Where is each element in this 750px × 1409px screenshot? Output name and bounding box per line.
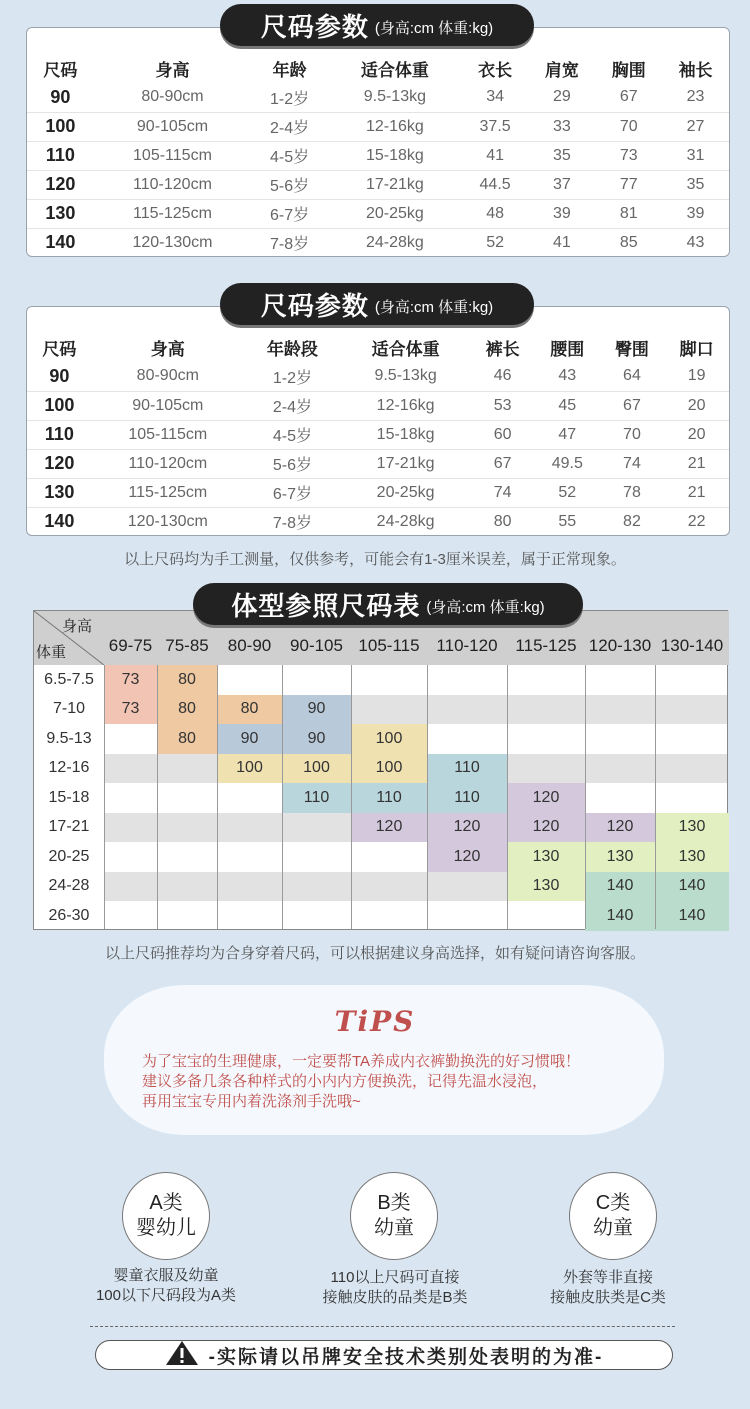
grid-column-line bbox=[282, 665, 283, 929]
top_table-header-cell: 肩宽 bbox=[544, 61, 579, 80]
value-cell: 9.5-13kg bbox=[328, 83, 462, 112]
grid-column-line bbox=[427, 665, 428, 929]
value-cell: 78 bbox=[600, 478, 665, 507]
value-cell: 60 bbox=[470, 420, 535, 449]
category-a-desc bbox=[66, 1266, 266, 1306]
height-header: 90-105 bbox=[290, 636, 343, 655]
tips-title: TiPS bbox=[334, 1005, 416, 1038]
value-cell: 90-105cm bbox=[92, 391, 244, 420]
value-cell: 24-28kg bbox=[376, 512, 435, 530]
reference-title-sub: (身高:cm 体重:kg) bbox=[426, 598, 545, 616]
value-cell: 33 bbox=[529, 112, 596, 141]
value-cell: 55 bbox=[558, 512, 577, 530]
category-c-desc bbox=[508, 1268, 708, 1308]
height-header: 115-125 bbox=[515, 636, 577, 655]
value-cell: 74 bbox=[470, 478, 535, 507]
top_table-header-cell: 衣长 bbox=[478, 61, 513, 80]
divider-dashed bbox=[90, 1326, 675, 1327]
height-header: 75-85 bbox=[165, 636, 209, 655]
value-cell: 46 bbox=[470, 362, 535, 391]
reference-title-main: 体型参照尺码表 bbox=[231, 590, 421, 621]
top-size-panel bbox=[26, 27, 730, 257]
category-a-desc-2: 100以下尺码段为A类 bbox=[95, 1287, 237, 1304]
grid-column-line bbox=[351, 665, 352, 929]
value-cell: 7-8岁 bbox=[272, 515, 312, 533]
value-cell: 2-4岁 bbox=[244, 391, 341, 420]
bottom_table-header-cell: 尺码 bbox=[42, 340, 77, 359]
size-cell: 73 bbox=[104, 695, 157, 725]
top-title-sub: (身高:cm 体重:kg) bbox=[374, 19, 494, 37]
weight-label: 12-16 bbox=[48, 759, 90, 777]
weight-label: 20-25 bbox=[48, 847, 90, 865]
size-cell: 80 bbox=[217, 695, 282, 725]
value-cell: 41 bbox=[553, 233, 571, 251]
bottom-size-table bbox=[27, 333, 729, 536]
tips-line-2: 建议多备几条各种样式的小内内方便换洗，记得先温水浸泡， bbox=[142, 1073, 548, 1090]
bottom-title-main: 尺码参数 bbox=[260, 290, 369, 321]
value-cell: 12-16kg bbox=[341, 391, 470, 420]
top_table-header-cell: 年龄 bbox=[272, 61, 307, 80]
top_table-header-cell: 尺码 bbox=[43, 61, 78, 80]
tips-line-3: 再用宝宝专用内着洗涤剂手洗哦~ bbox=[142, 1093, 361, 1110]
value-cell: 120-130cm bbox=[127, 512, 208, 530]
value-cell: 12-16kg bbox=[328, 112, 462, 141]
size-cell: 110 bbox=[27, 420, 92, 449]
size-cell: 120 bbox=[507, 783, 585, 813]
value-cell: 64 bbox=[600, 362, 665, 391]
table-row bbox=[27, 228, 729, 257]
value-cell: 85 bbox=[619, 233, 638, 251]
reference-title bbox=[193, 583, 583, 625]
value-cell: 21 bbox=[664, 449, 729, 478]
value-cell: 1-2岁 bbox=[244, 362, 341, 391]
value-cell: 67 bbox=[595, 83, 662, 112]
value-cell: 35 bbox=[529, 141, 596, 170]
grid-column-line bbox=[655, 665, 656, 929]
value-cell: 27 bbox=[662, 112, 729, 141]
value-cell: 24-28kg bbox=[365, 233, 424, 251]
grid-column-line bbox=[104, 665, 105, 929]
value-cell: 15-18kg bbox=[341, 420, 470, 449]
category-b-desc-2: 接触皮肤的品类是B类 bbox=[322, 1289, 468, 1306]
value-cell: 77 bbox=[595, 170, 662, 199]
size-cell: 120 bbox=[27, 170, 94, 199]
corner-height-label: 身高 bbox=[62, 618, 93, 635]
bottom_table-header-cell: 腰围 bbox=[550, 340, 585, 359]
value-cell: 15-18kg bbox=[328, 141, 462, 170]
table-row bbox=[27, 362, 729, 391]
table-row bbox=[27, 141, 729, 170]
size-cell: 130 bbox=[27, 199, 94, 228]
size-cell: 140 bbox=[655, 901, 729, 931]
value-cell: 110-120cm bbox=[92, 449, 244, 478]
size-cell: 120 bbox=[507, 813, 585, 843]
category-c-desc-1: 外套等非直接 bbox=[562, 1269, 653, 1286]
size-cell: 110 bbox=[427, 783, 507, 813]
value-cell: 4-5岁 bbox=[251, 141, 328, 170]
value-cell: 82 bbox=[623, 512, 641, 530]
value-cell: 49.5 bbox=[535, 449, 600, 478]
size-cell: 80 bbox=[157, 665, 217, 695]
value-cell: 52 bbox=[486, 233, 504, 251]
bottom_table-header-cell: 臀围 bbox=[614, 340, 649, 359]
size-cell: 120 bbox=[585, 813, 655, 843]
value-cell: 1-2岁 bbox=[251, 83, 328, 112]
top-title-main: 尺码参数 bbox=[260, 11, 369, 42]
size-cell: 110 bbox=[427, 754, 507, 784]
value-cell: 80-90cm bbox=[94, 83, 251, 112]
height-header: 69-75 bbox=[108, 636, 153, 655]
size-cell: 90 bbox=[282, 695, 351, 725]
value-cell: 120-130cm bbox=[132, 233, 213, 251]
category-c-name: C类 bbox=[595, 1192, 631, 1214]
bottom-title-sub: (身高:cm 体重:kg) bbox=[374, 298, 494, 316]
value-cell: 110-120cm bbox=[94, 170, 251, 199]
value-cell: 21 bbox=[664, 478, 729, 507]
size-cell: 73 bbox=[104, 665, 157, 695]
category-c-desc-2: 接触皮肤类是C类 bbox=[550, 1289, 666, 1306]
category-b-desc-1: 110以上尺码可直接 bbox=[330, 1269, 460, 1286]
size-cell: 120 bbox=[351, 813, 427, 843]
value-cell: 29 bbox=[529, 83, 596, 112]
bottom_table-header-cell: 适合体重 bbox=[371, 340, 440, 359]
tips-line-1: 为了宝宝的生理健康，一定要帮TA养成内衣裤勤换洗的好习惯哦！ bbox=[142, 1053, 581, 1070]
size-cell: 90 bbox=[217, 724, 282, 754]
size-cell: 120 bbox=[427, 813, 507, 843]
size-cell: 110 bbox=[282, 783, 351, 813]
bottom-size-panel bbox=[26, 306, 730, 536]
value-cell: 47 bbox=[535, 420, 600, 449]
value-cell: 2-4岁 bbox=[251, 112, 328, 141]
size-cell: 110 bbox=[27, 141, 94, 170]
value-cell: 70 bbox=[595, 112, 662, 141]
value-cell: 20 bbox=[664, 391, 729, 420]
value-cell: 9.5-13kg bbox=[341, 362, 470, 391]
size-cell: 140 bbox=[585, 872, 655, 902]
value-cell: 67 bbox=[600, 391, 665, 420]
table-row bbox=[27, 83, 729, 112]
value-cell: 6-7岁 bbox=[244, 478, 341, 507]
table-row bbox=[27, 391, 729, 420]
size-cell: 90 bbox=[27, 362, 92, 391]
size-cell: 140 bbox=[44, 511, 75, 532]
value-cell: 44.5 bbox=[462, 170, 529, 199]
top-size-table bbox=[27, 54, 729, 257]
size-cell: 110 bbox=[351, 783, 427, 813]
category-a-sub: 婴幼儿 bbox=[136, 1217, 196, 1239]
category-c-sub: 幼童 bbox=[593, 1217, 633, 1239]
value-cell: 115-125cm bbox=[92, 478, 244, 507]
category-a-name: A类 bbox=[149, 1192, 183, 1214]
value-cell: 90-105cm bbox=[94, 112, 251, 141]
size-cell: 140 bbox=[585, 901, 655, 931]
value-cell: 17-21kg bbox=[341, 449, 470, 478]
table-row bbox=[27, 170, 729, 199]
value-cell: 7-8岁 bbox=[270, 236, 310, 254]
value-cell: 105-115cm bbox=[92, 420, 244, 449]
size-cell: 80 bbox=[157, 695, 217, 725]
bottom_table-header-cell: 裤长 bbox=[485, 340, 520, 359]
value-cell: 17-21kg bbox=[328, 170, 462, 199]
grid-column-line bbox=[507, 665, 508, 929]
bottom_table-header-cell: 身高 bbox=[150, 340, 185, 359]
size-cell: 120 bbox=[27, 449, 92, 478]
value-cell: 4-5岁 bbox=[244, 420, 341, 449]
value-cell: 81 bbox=[595, 199, 662, 228]
value-cell: 34 bbox=[462, 83, 529, 112]
height-header: 120-130 bbox=[588, 636, 652, 655]
category-b-name: B类 bbox=[377, 1192, 411, 1214]
value-cell: 37 bbox=[529, 170, 596, 199]
category-c-circle bbox=[569, 1172, 657, 1260]
size-cell: 90 bbox=[27, 83, 94, 112]
value-cell: 20-25kg bbox=[328, 199, 462, 228]
size-cell: 130 bbox=[655, 842, 729, 872]
weight-label: 9.5-13 bbox=[46, 729, 92, 747]
top-table-title bbox=[220, 4, 534, 46]
size-cell: 100 bbox=[351, 724, 427, 754]
bottom_table-header-cell: 年龄段 bbox=[266, 340, 318, 359]
size-cell: 80 bbox=[157, 724, 217, 754]
measure-note: 以上尺码均为手工测量，仅供参考，可能会有1-3厘米误差，属于正常现象。 bbox=[124, 551, 626, 568]
warning-text: -实际请以吊牌安全技术类别处表明的为准- bbox=[208, 1346, 604, 1368]
corner-weight-label: 体重 bbox=[36, 644, 67, 661]
size-cell: 130 bbox=[507, 872, 585, 902]
weight-label: 15-18 bbox=[48, 788, 90, 806]
value-cell: 80 bbox=[493, 512, 512, 530]
value-cell: 41 bbox=[462, 141, 529, 170]
value-cell: 23 bbox=[662, 83, 729, 112]
value-cell: 70 bbox=[600, 420, 665, 449]
size-cell: 140 bbox=[45, 232, 76, 253]
value-cell: 6-7岁 bbox=[251, 199, 328, 228]
top_table-header-cell: 身高 bbox=[155, 61, 190, 80]
value-cell: 20 bbox=[664, 420, 729, 449]
top_table-header-cell: 袖长 bbox=[678, 61, 713, 80]
value-cell: 74 bbox=[600, 449, 665, 478]
grid-column-line bbox=[217, 665, 218, 929]
bottom-table-title bbox=[220, 283, 534, 325]
value-cell: 67 bbox=[470, 449, 535, 478]
value-cell: 37.5 bbox=[462, 112, 529, 141]
value-cell: 22 bbox=[687, 512, 706, 530]
category-b-desc bbox=[295, 1268, 495, 1308]
table-row bbox=[27, 420, 729, 449]
table-row bbox=[27, 478, 729, 507]
size-cell: 90 bbox=[282, 724, 351, 754]
top_table-header-cell: 适合体重 bbox=[360, 61, 429, 80]
grid-column-line bbox=[157, 665, 158, 929]
value-cell: 19 bbox=[664, 362, 729, 391]
size-cell: 100 bbox=[282, 754, 351, 784]
value-cell: 53 bbox=[470, 391, 535, 420]
weight-label: 24-28 bbox=[48, 877, 90, 895]
warning-triangle-icon bbox=[165, 1340, 199, 1371]
weight-label: 26-30 bbox=[48, 906, 90, 924]
value-cell: 39 bbox=[662, 199, 729, 228]
table-row bbox=[27, 199, 729, 228]
value-cell: 5-6岁 bbox=[244, 449, 341, 478]
height-header: 105-115 bbox=[358, 636, 420, 655]
weight-label: 6.5-7.5 bbox=[44, 670, 94, 688]
value-cell: 31 bbox=[662, 141, 729, 170]
value-cell: 45 bbox=[535, 391, 600, 420]
value-cell: 39 bbox=[529, 199, 596, 228]
size-cell: 130 bbox=[585, 842, 655, 872]
bottom_table-header-row bbox=[27, 333, 729, 362]
value-cell: 35 bbox=[662, 170, 729, 199]
value-cell: 43 bbox=[686, 233, 705, 251]
size-cell: 120 bbox=[427, 842, 507, 872]
size-cell: 140 bbox=[655, 872, 729, 902]
value-cell: 73 bbox=[595, 141, 662, 170]
size-cell: 100 bbox=[27, 391, 92, 420]
warning-bar bbox=[95, 1340, 673, 1370]
size-cell: 100 bbox=[27, 112, 94, 141]
table-row bbox=[27, 507, 729, 536]
bottom_table-header-cell: 脚口 bbox=[679, 340, 714, 359]
value-cell: 48 bbox=[462, 199, 529, 228]
table-row bbox=[27, 449, 729, 478]
category-b-circle bbox=[350, 1172, 438, 1260]
value-cell: 5-6岁 bbox=[251, 170, 328, 199]
top_table-header-cell: 胸围 bbox=[611, 61, 646, 80]
size-cell: 100 bbox=[351, 754, 427, 784]
height-header: 80-90 bbox=[227, 636, 272, 655]
value-cell: 105-115cm bbox=[94, 141, 251, 170]
size-cell: 130 bbox=[27, 478, 92, 507]
recommend-note: 以上尺码推荐均为合身穿着尺码，可以根据建议身高选择，如有疑问请咨询客服。 bbox=[104, 945, 645, 962]
weight-label: 17-21 bbox=[48, 818, 90, 836]
size-cell: 130 bbox=[655, 813, 729, 843]
category-b-sub: 幼童 bbox=[374, 1217, 414, 1239]
value-cell: 115-125cm bbox=[94, 199, 251, 228]
weight-label: 7-10 bbox=[52, 700, 86, 718]
table-row bbox=[27, 112, 729, 141]
height-header: 130-140 bbox=[660, 636, 724, 655]
height-header: 110-120 bbox=[436, 636, 498, 655]
top_table-header-row bbox=[27, 54, 729, 83]
value-cell: 43 bbox=[535, 362, 600, 391]
grid-column-line bbox=[585, 665, 586, 929]
category-a-circle bbox=[122, 1172, 210, 1260]
size-cell: 130 bbox=[507, 842, 585, 872]
value-cell: 52 bbox=[535, 478, 600, 507]
value-cell: 20-25kg bbox=[341, 478, 470, 507]
category-a-desc-1: 婴童衣服及幼童 bbox=[113, 1267, 219, 1284]
value-cell: 80-90cm bbox=[92, 362, 244, 391]
reference-grid bbox=[33, 610, 728, 930]
size-cell: 100 bbox=[217, 754, 282, 784]
